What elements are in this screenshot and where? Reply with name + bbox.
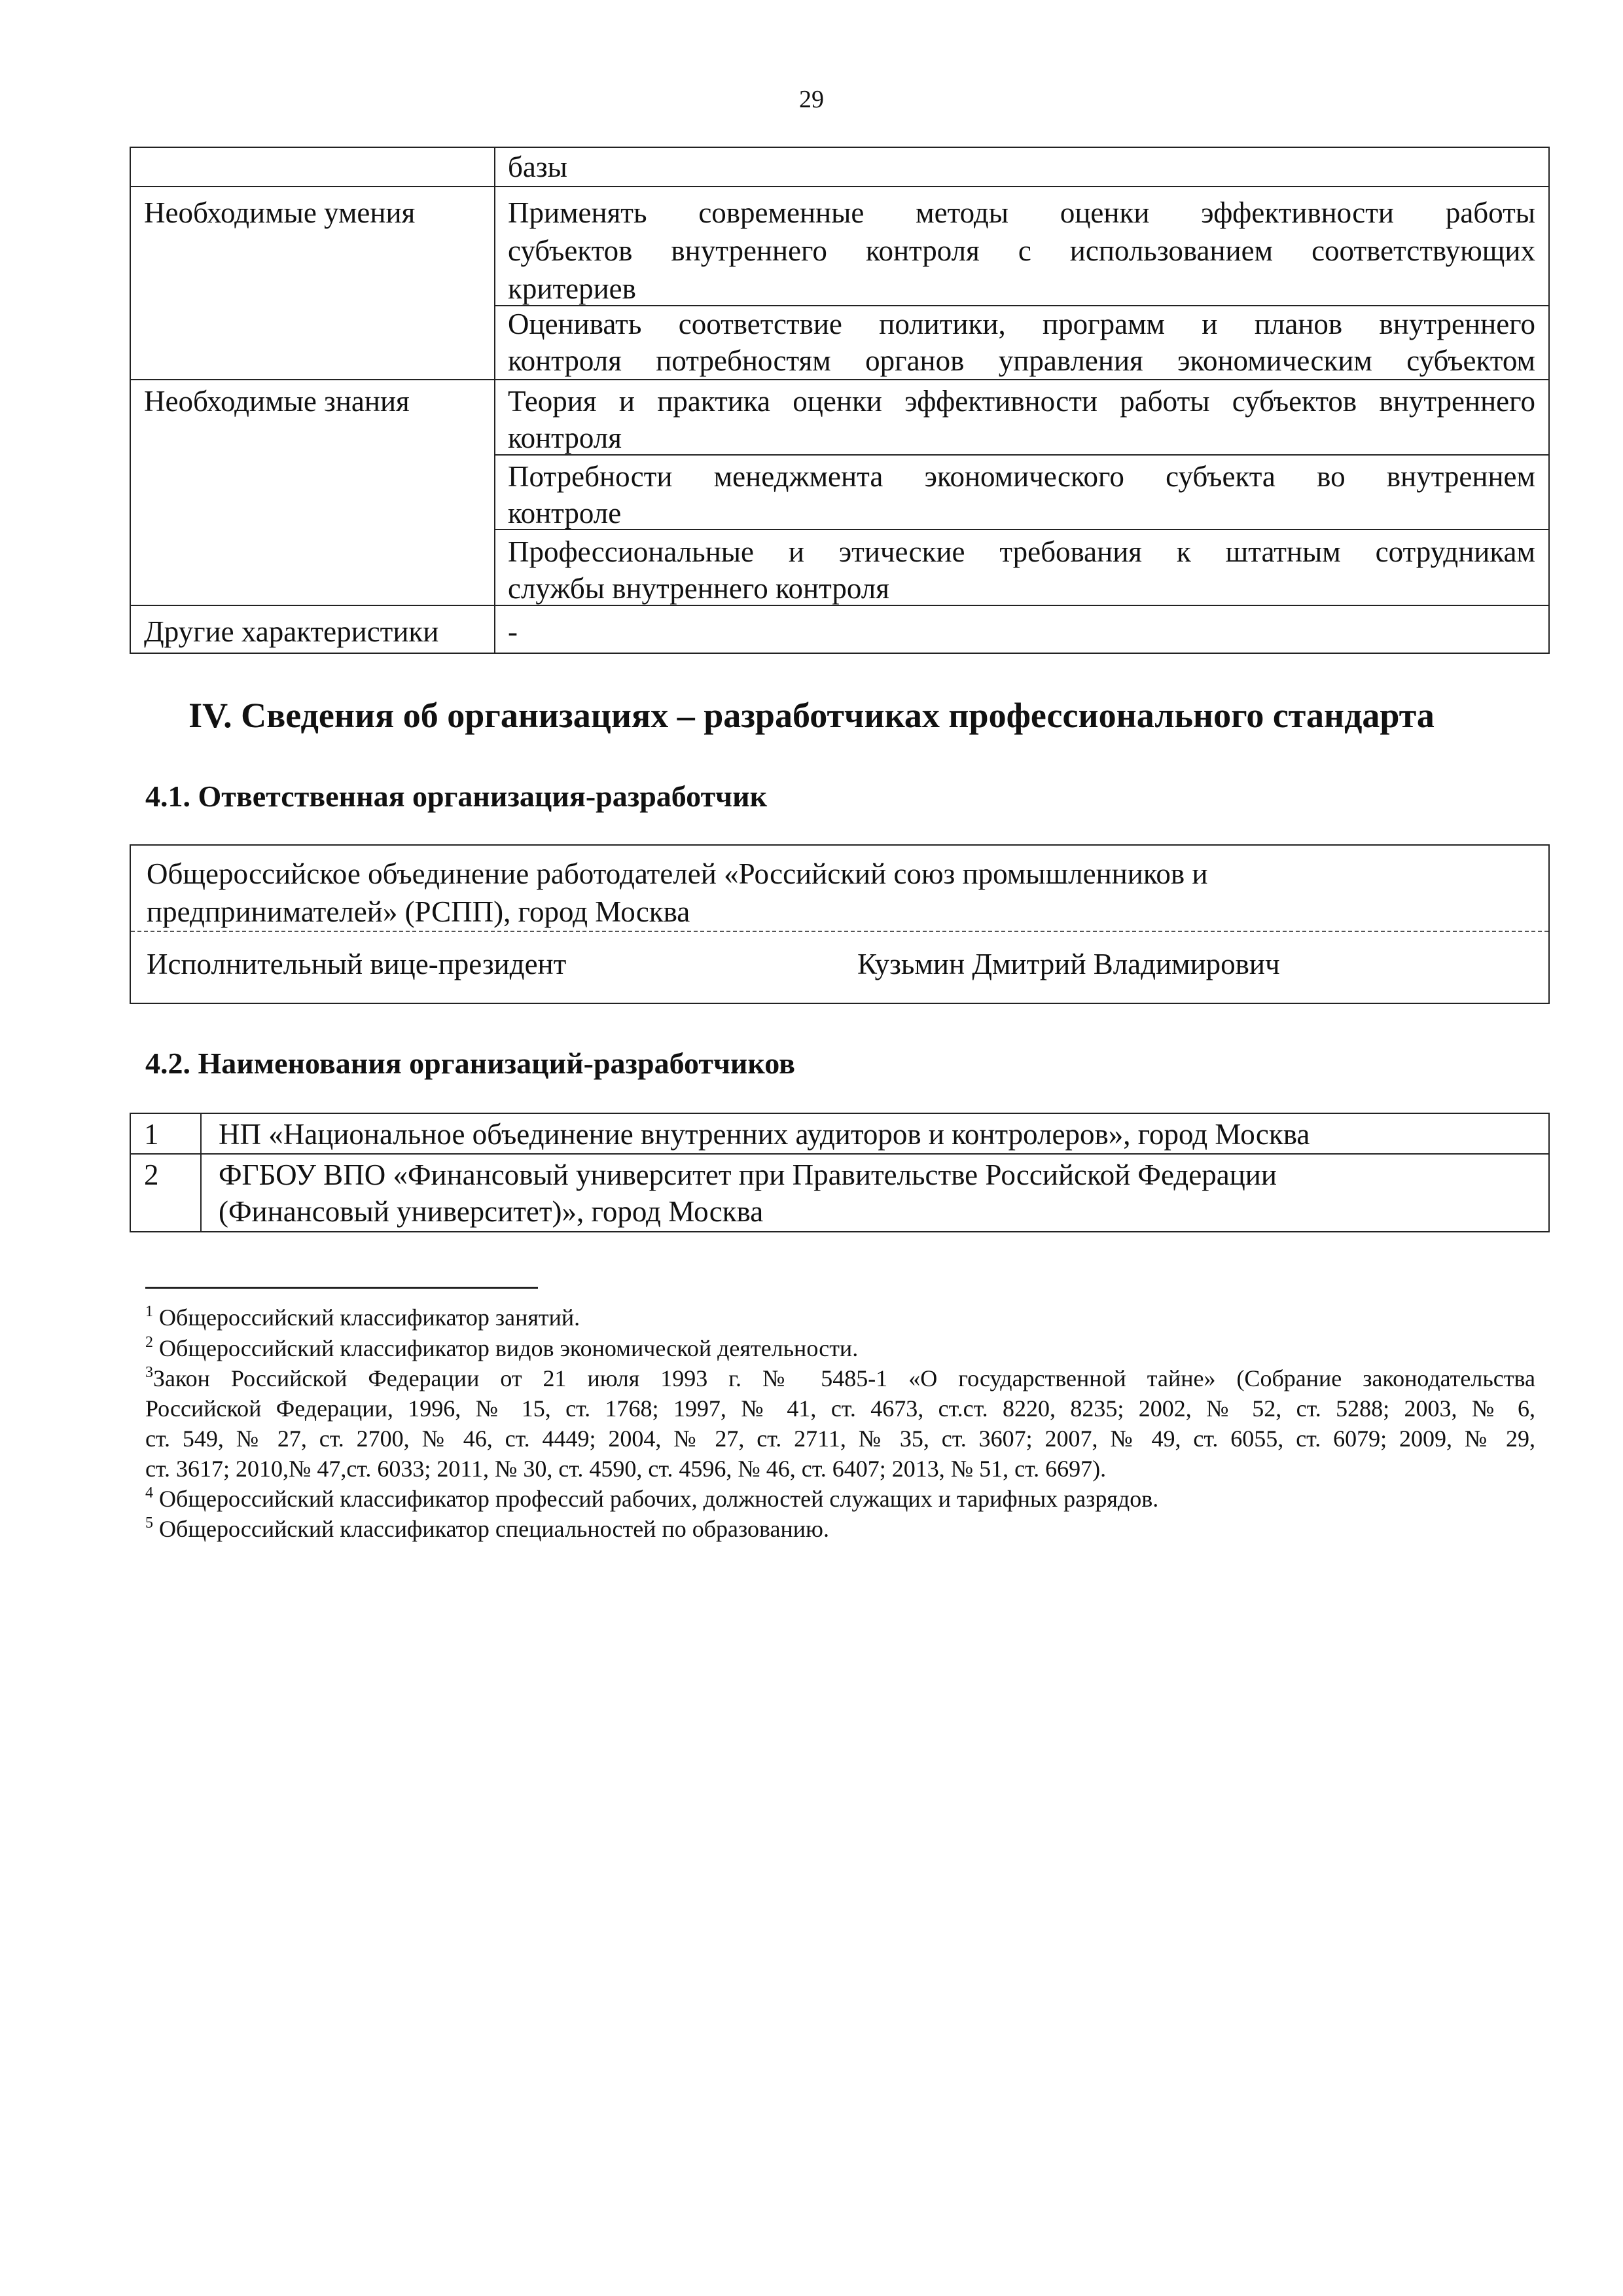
responsible-organization-box [130,844,1550,1004]
developers-table [130,1113,1550,1232]
section-heading: IV. Сведения об организациях – разработчиках профессионального стандарта [188,696,1435,735]
knowledge-item-3-line-1: Профессиональные и этические требования к штатным сотрудникам [508,535,1535,568]
footnote-3-line-3: ст. 549, № 27, ст. 2700, № 46, ст. 4449; 2004, № 27, ст. 2711, № 35, ст. 3607; 2007, № 49, ст. 6055, ст. 6079; 2009, № 29, [145,1426,1535,1452]
knowledge-item-1-line-2: контроля [508,422,622,454]
footnote-4 [145,1484,1535,1514]
column-divider [494,147,495,654]
footnote-mark: 1 [145,1303,153,1320]
row-divider [130,1153,1550,1155]
row-divider [130,186,1550,187]
skill-item-1-line-1: Применять современные методы оценки эффективности работы [508,196,1535,229]
subsection-heading-4-2: 4.2. Наименования организаций-разработчиков [145,1047,795,1080]
organization-name-line-1: Общероссийское объединение работодателей «Российский союз промышленников и [147,857,1208,890]
footnote-5 [145,1514,1535,1544]
skill-item-2-line-1: Оценивать соответствие политики, программ и планов внутреннего [508,308,1535,340]
table-border [130,653,1550,654]
footnote-rule [145,1287,538,1289]
table-border [130,1231,1550,1232]
table-cell: - [508,615,518,648]
skill-item-1-line-2: субъектов внутреннего контроля с использованием соответствующих [508,234,1535,267]
footnote-3-line-2: Российской Федерации, 1996, № 15, ст. 1768; 1997, № 41, ст. 4673, ст.ст. 8220, 8235; 2002, № 52, ст. 5288; 2003, № 6, [145,1395,1535,1422]
knowledge-item-2-line-2: контроле [508,497,622,529]
footnote-mark: 4 [145,1484,153,1501]
table-border [1548,147,1550,654]
table-border [130,1113,131,1232]
page-number: 29 [799,86,824,113]
footnote-1 [145,1302,1535,1333]
footnote-text: Общероссийский классификатор специальностей по образованию. [159,1516,829,1542]
developer-name-continued: (Финансовый университет)», город Москва [219,1195,764,1228]
developer-number: 1 [144,1118,159,1151]
column-divider [200,1113,202,1232]
table-border [130,147,131,654]
knowledge-item-2-line-1: Потребности менеджмента экономического субъекта во внутреннем [508,460,1535,493]
footnote-text: Закон Российской Федерации от 21 июля 1993 г. № 5485-1 «О государственной тайне» (Собрание законодательства [153,1365,1535,1391]
row-label-skills: Необходимые умения [144,196,416,229]
row-label-other: Другие характеристики [144,615,439,648]
footnote-3-line-4: ст. 3617; 2010,№ 47,ст. 6033; 2011, № 30, ст. 4590, ст. 4596, № 46, ст. 6407; 2013, № 51, ст. 6697). [145,1456,1107,1482]
developer-name: НП «Национальное объединение внутренних аудиторов и контролеров», город Москва [219,1118,1310,1151]
requirements-table [130,147,1550,654]
subsection-heading-4-1: 4.1. Ответственная организация-разработчик [145,780,768,813]
footnote-3-line-1 [145,1363,1535,1393]
knowledge-item-3-line-2: службы внутреннего контроля [508,572,889,605]
developer-number: 2 [144,1158,159,1191]
footnote-mark: 2 [145,1334,153,1351]
organization-name-line-2: предпринимателей» (РСПП), город Москва [147,895,690,928]
footnote-mark: 3 [145,1364,153,1381]
skill-item-2-line-2: контроля потребностям органов управления экономическим субъектом [508,344,1535,377]
footnote-text: Общероссийский классификатор профессий рабочих, должностей служащих и тарифных разрядов. [159,1486,1159,1512]
row-label-knowledge: Необходимые знания [144,385,410,418]
developer-name: ФГБОУ ВПО «Финансовый университет при Правительстве Российской Федерации [219,1158,1277,1191]
table-border [1548,1113,1550,1232]
skill-item-1-line-3: критериев [508,272,636,305]
footnote-text: Общероссийский классификатор занятий. [159,1304,580,1331]
table-cell: базы [508,151,567,183]
knowledge-item-1-line-1: Теория и практика оценки эффективности работы субъектов внутреннего [508,385,1535,418]
footnote-2 [145,1333,1535,1363]
divider [131,931,1548,932]
position-title: Исполнительный вице-президент [147,948,567,980]
person-name: Кузьмин Дмитрий Владимирович [857,948,1280,980]
table-border [130,1113,1550,1114]
footnote-mark: 5 [145,1515,153,1532]
footnote-text: Общероссийский классификатор видов экономической деятельности. [159,1335,859,1361]
